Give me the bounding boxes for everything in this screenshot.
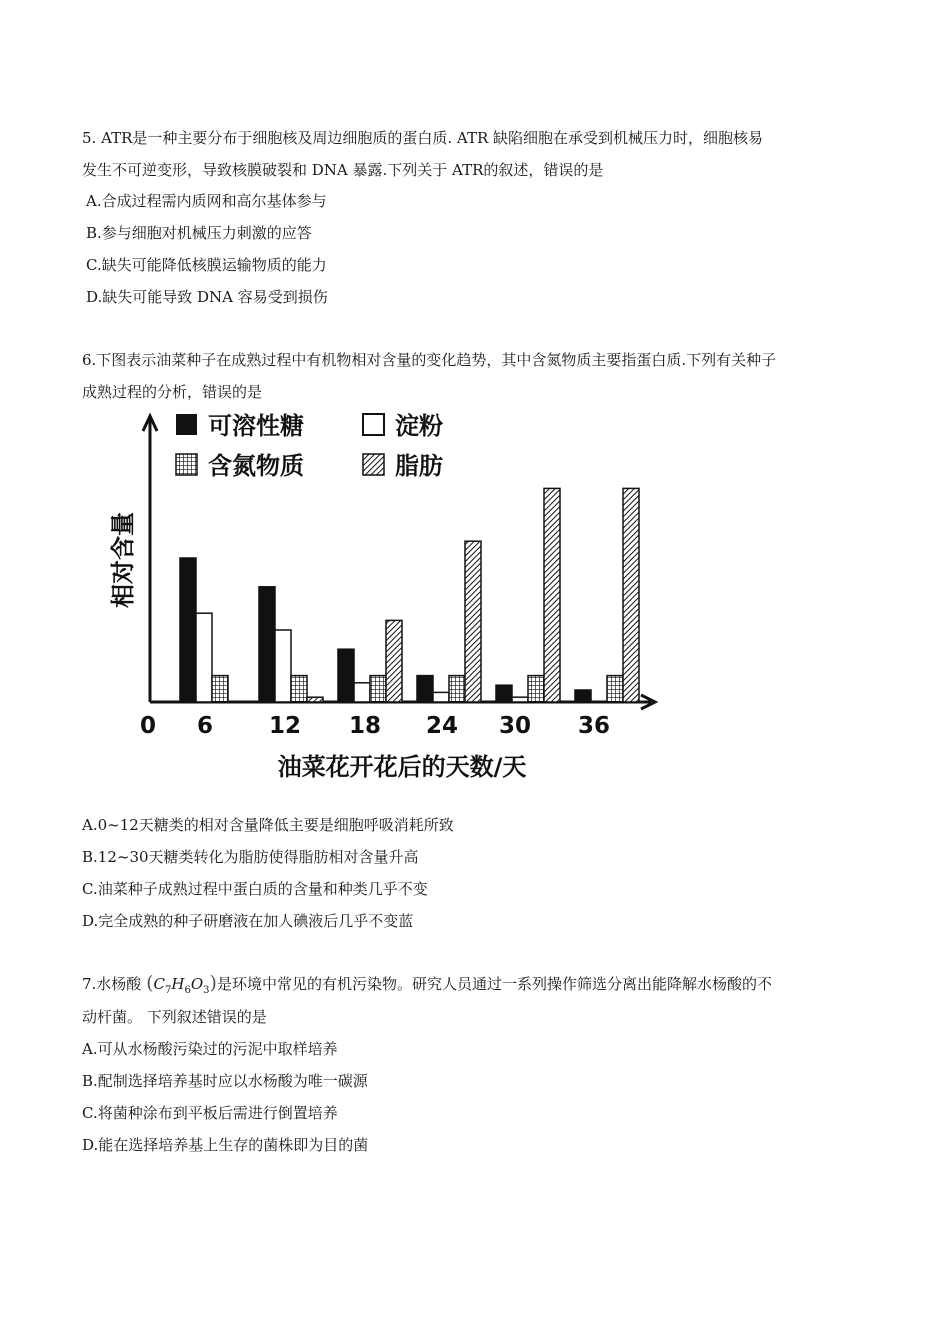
x-tick-30: 30 bbox=[498, 713, 532, 739]
bar-nitrogen-day-30 bbox=[528, 676, 544, 702]
legend-label-soluble-sugar: 可溶性糖 bbox=[208, 412, 304, 440]
q5-option-a: A.合成过程需内质网和高尔基体参与 bbox=[86, 192, 327, 210]
bar-nitrogen-day-12 bbox=[291, 676, 307, 702]
q7-option-b: B.配制选择培养基时应以水杨酸为唯一碳源 bbox=[82, 1072, 368, 1090]
q5-option-d: D.缺失可能导致 DNA 容易受到损伤 bbox=[86, 288, 328, 306]
bar-fat-day-30 bbox=[544, 488, 560, 702]
q7-stem-line2: 动杆菌。 下列叙述错误的是 bbox=[82, 1008, 267, 1026]
legend-swatch-fat bbox=[363, 454, 384, 475]
q7-option-d: D.能在选择培养基上生存的菌株即为目的菌 bbox=[82, 1136, 369, 1154]
legend-label-nitrogen: 含氮物质 bbox=[208, 452, 304, 480]
bar-starch-day-12 bbox=[275, 630, 291, 702]
bar-chart bbox=[95, 405, 675, 795]
chemical-formula: $C_7H_6O_3$ bbox=[153, 975, 210, 996]
bar-fat-day-36 bbox=[623, 488, 639, 702]
q5-option-b: B.参与细胞对机械压力刺激的应答 bbox=[86, 224, 312, 242]
q6-option-d: D.完全成熟的种子研磨液在加人碘液后几乎不变蓝 bbox=[82, 912, 414, 930]
legend-label-starch: 淀粉 bbox=[395, 412, 443, 440]
x-tick-18: 18 bbox=[348, 713, 382, 739]
bar-fat-day-12 bbox=[307, 697, 323, 702]
bar-fat-day-18 bbox=[386, 620, 402, 702]
x-tick-36: 36 bbox=[577, 713, 611, 739]
q6-option-c: C.油菜种子成熟过程中蛋白质的含量和种类几乎不变 bbox=[82, 880, 428, 898]
q5-stem-line2: 发生不可逆变形，导致核膜破裂和 DNA 暴露.下列关于 ATR的叙述，错误的是 bbox=[82, 161, 604, 179]
q7-stem-line1: 7.水杨酸 $(C_7H_6O_3)$是环境中常见的有机污染物。研究人员通过一系列操作筛选分离出能降解水杨酸的不 bbox=[82, 972, 772, 996]
bar-soluble-sugar-day-36 bbox=[575, 690, 591, 702]
bar-soluble-sugar-day-6 bbox=[180, 558, 196, 702]
bar-fat-day-24 bbox=[465, 541, 481, 702]
q6-option-b: B.12~30天糖类转化为脂肪使得脂肪相对含量升高 bbox=[82, 848, 419, 866]
y-axis-label: 相对含量 bbox=[109, 512, 137, 608]
q7-prefix: 7.水杨酸 bbox=[82, 975, 142, 993]
bar-starch-day-6 bbox=[196, 613, 212, 702]
bar-soluble-sugar-day-30 bbox=[496, 685, 512, 702]
legend-swatch-nitrogen bbox=[176, 454, 197, 475]
x-tick-12: 12 bbox=[268, 713, 302, 739]
q7-suffix: 是环境中常见的有机污染物。研究人员通过一系列操作筛选分离出能降解水杨酸的不 bbox=[216, 975, 772, 993]
bar-nitrogen-day-6 bbox=[212, 676, 228, 702]
bar-soluble-sugar-day-18 bbox=[338, 649, 354, 702]
bar-nitrogen-day-36 bbox=[607, 676, 623, 702]
legend-swatch-starch bbox=[363, 414, 384, 435]
bar-soluble-sugar-day-24 bbox=[417, 676, 433, 702]
bar-nitrogen-day-24 bbox=[449, 676, 465, 702]
bar-soluble-sugar-day-12 bbox=[259, 587, 275, 702]
bar-starch-day-24 bbox=[433, 692, 449, 702]
bar-starch-day-30 bbox=[512, 697, 528, 702]
q6-stem-line2: 成熟过程的分析，错误的是 bbox=[82, 383, 263, 401]
x-tick-6: 6 bbox=[196, 713, 214, 739]
x-tick-0: 0 bbox=[139, 713, 157, 739]
legend-swatch-soluble-sugar bbox=[176, 414, 197, 435]
bar-nitrogen-day-18 bbox=[370, 676, 386, 702]
q5-option-c: C.缺失可能降低核膜运输物质的能力 bbox=[86, 256, 327, 274]
q6-stem-line1: 6.下图表示油菜种子在成熟过程中有机物相对含量的变化趋势，其中含氮物质主要指蛋白质.下列有关种子 bbox=[82, 351, 777, 369]
x-tick-24: 24 bbox=[425, 713, 459, 739]
q5-stem-line1: 5. ATR是一种主要分布于细胞核及周边细胞质的蛋白质. ATR 缺陷细胞在承受到机械压力时，细胞核易 bbox=[82, 129, 764, 147]
bar-starch-day-18 bbox=[354, 683, 370, 702]
q7-option-a: A.可从水杨酸污染过的污泥中取样培养 bbox=[82, 1040, 338, 1058]
q7-option-c: C.将菌种涂布到平板后需进行倒置培养 bbox=[82, 1104, 338, 1122]
x-axis-label: 油菜花开花后的天数/天 bbox=[277, 753, 527, 781]
legend bbox=[176, 412, 443, 480]
q6-option-a: A.0~12天糖类的相对含量降低主要是细胞呼吸消耗所致 bbox=[82, 816, 454, 834]
legend-label-fat: 脂肪 bbox=[395, 452, 443, 480]
